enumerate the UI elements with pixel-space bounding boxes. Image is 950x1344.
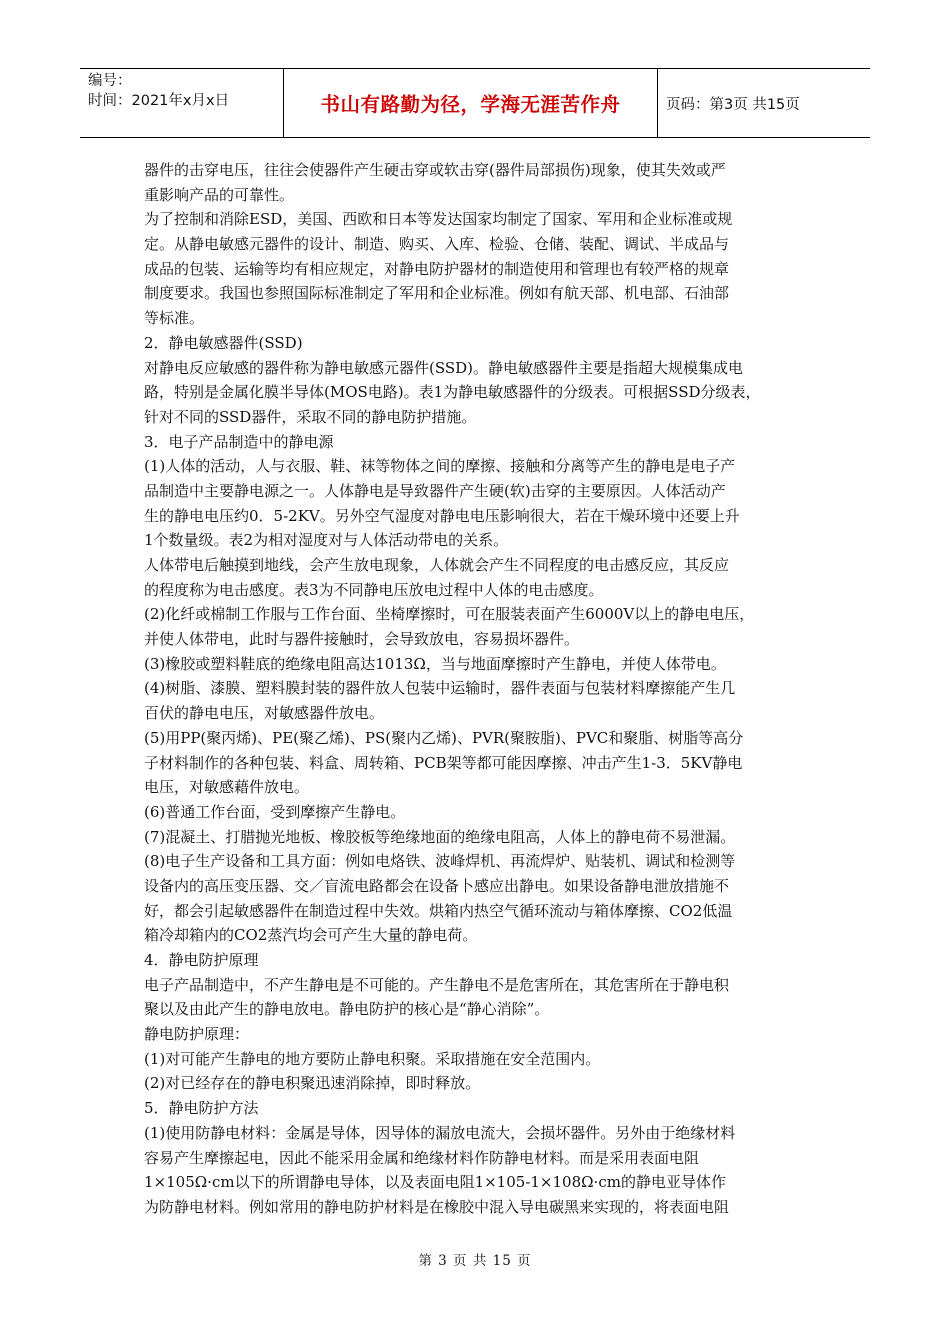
document-body (144, 158, 824, 1220)
text-line: 品制造中主要静电源之一。人体静电是导致器件产生硬(软)击穿的主要原因。人体活动产 (144, 481, 726, 500)
text-line: (1)使用防静电材料：金属是导体，因导体的漏放电流大，会损坏器件。另外由于绝缘材料 (144, 1123, 736, 1142)
text-line: 聚以及由此产生的静电放电。静电防护的核心是“静心消除”。 (144, 1000, 550, 1019)
text-line: (7)混凝土、打腊抛光地板、橡胶板等绝缘地面的绝缘电阻高，人体上的静电荷不易泄漏。 (144, 827, 736, 846)
text-line: 5．静电防护方法 (144, 1099, 259, 1118)
text-line: 的程度称为电击感度。表3为不同静电压放电过程中人体的电击感度。 (144, 580, 604, 599)
text-line: 器件的击穿电压，往往会使器件产生硬击穿或软击穿(器件局部损伤)现象，使其失效或严 (144, 161, 726, 179)
header-page-code: 页码：第3页 共15页 (666, 96, 800, 113)
text-line: (2)化纤或棉制工作服与工作台面、坐椅摩擦时，可在服装表面产生6000V以上的静电电压， (144, 605, 755, 624)
text-line: 1个数量级。表2为相对湿度对与人体活动带电的关系。 (144, 531, 509, 550)
text-line: 百伏的静电电压，对敏感器件放电。 (144, 704, 385, 723)
text-line: 设备内的高压变压器、交／盲流电路都会在设备卜感应出静电。如果设备静电泄放措施不 (144, 876, 730, 895)
header-motto: 书山有路勤为径，学海无涯苦作舟 (283, 69, 658, 137)
text-line: 制度要求。我国也参照国际标准制定了军用和企业标准。例如有航天部、机电部、石油部 (144, 284, 730, 303)
text-line: 路，特别是金属化膜半导体(MOS电路)。表1为静电敏感器件的分级表。可根据SSD分级表， (144, 383, 761, 402)
text-line: 好，都会引起敏感器件在制造过程中失效。烘箱内热空气循环流动与箱体摩擦、CO2低温 (144, 901, 733, 920)
text-line: 针对不同的SSD器件，采取不同的静电防护措施。 (144, 407, 477, 426)
text-line: (8)电子生产设备和工具方面：例如电烙铁、波峰焊机、再流焊炉、贴装机、调试和检测等 (144, 852, 736, 871)
text-line: (1)人体的活动，人与衣服、鞋、袜等物体之间的摩擦、接触和分离等产生的静电是电子产 (144, 457, 736, 476)
number-label: 编号： (88, 73, 132, 89)
text-line: 重影响产品的可靠性。 (144, 185, 295, 204)
text-line: 4．静电防护原理 (144, 951, 259, 969)
text-line: 静电防护原理： (144, 1025, 250, 1044)
header-meta (80, 69, 283, 137)
text-line: 容易产生摩擦起电，因此不能采用金属和绝缘材料作防静电材料。而是采用表面电阻 (144, 1148, 700, 1167)
text-line: 1×105Ω·cm以下的所谓静电导体，以及表面电阻1×105-1×108Ω·cm的静电亚导体作 (144, 1173, 726, 1192)
text-line: (2)对已经存在的静电积聚迅速消除掉，即时释放。 (144, 1074, 481, 1093)
text-line: 生的静电电压约0．5-2KV。另外空气湿度对静电电压影响很大，若在干燥环境中还要上升 (144, 506, 740, 525)
text-line: 为防静电材料。例如常用的静电防护材料是在橡胶中混入导电碳黑来实现的，将表面电阻 (144, 1197, 730, 1216)
time-label: 时间：2021年x月x日 (88, 93, 230, 109)
text-line: 3．电子产品制造中的静电源 (144, 432, 334, 451)
text-line: 人体带电后触摸到地线，会产生放电现象，人体就会产生不同程度的电击感反应，其反应 (144, 556, 730, 574)
page-header (80, 68, 870, 138)
text-line: (4)树脂、漆膜、塑料膜封装的器件放人包装中运输时，器件表面与包装材料摩擦能产生几 (144, 679, 736, 698)
text-line: (6)普通工作台面，受到摩擦产生静电。 (144, 802, 406, 821)
text-line: 为了控制和消除ESD，美国、西欧和日本等发达国家均制定了国家、军用和企业标准或规 (144, 210, 733, 229)
text-line: 电压，对敏感藉件放电。 (144, 778, 310, 797)
text-line: 定。从静电敏感元器件的设计、制造、购买、入库、检验、仓储、装配、调试、半成品与 (144, 235, 730, 254)
text-line: 等标准。 (144, 309, 205, 328)
text-line: 2．静电敏感器件(SSD) (144, 333, 303, 352)
text-line: 对静电反应敏感的器件称为静电敏感元器件(SSD)。静电敏感器件主要是指超大规模集成电 (144, 358, 744, 377)
text-line: (5)用PP(聚丙烯)、PE(聚乙烯)、PS(聚内乙烯)、PVR(聚胺脂)、PVC和聚脂、树脂等高分 (144, 728, 744, 747)
text-line: 成品的包装、运输等均有相应规定，对静电防护器材的制造使用和管理也有较严格的规章 (144, 259, 730, 278)
text-line: 并使人体带电，此时与器件接触时，会导致放电，容易损坏器件。 (144, 630, 580, 649)
text-line: (3)橡胶或塑料鞋底的绝缘电阻高达1013Ω，当与地面摩擦时产生静电，并使人体带电。 (144, 654, 726, 673)
text-line: (1)对可能产生静电的地方要防止静电积聚。采取措施在安全范围内。 (144, 1049, 601, 1068)
text-line: 电子产品制造中，不产生静电是不可能的。产生静电不是危害所在，其危害所在于静电积 (144, 975, 730, 994)
text-line: 箱冷却箱内的CO2蒸汽均会可产生大量的静电荷。 (144, 926, 478, 945)
text-line: 子材料制作的各种包装、料盒、周转箱、PCB架等都可能因摩擦、冲击产生1-3．5KV静电 (144, 753, 743, 772)
page-footer: 第 3 页 共 15 页 (418, 1253, 532, 1269)
